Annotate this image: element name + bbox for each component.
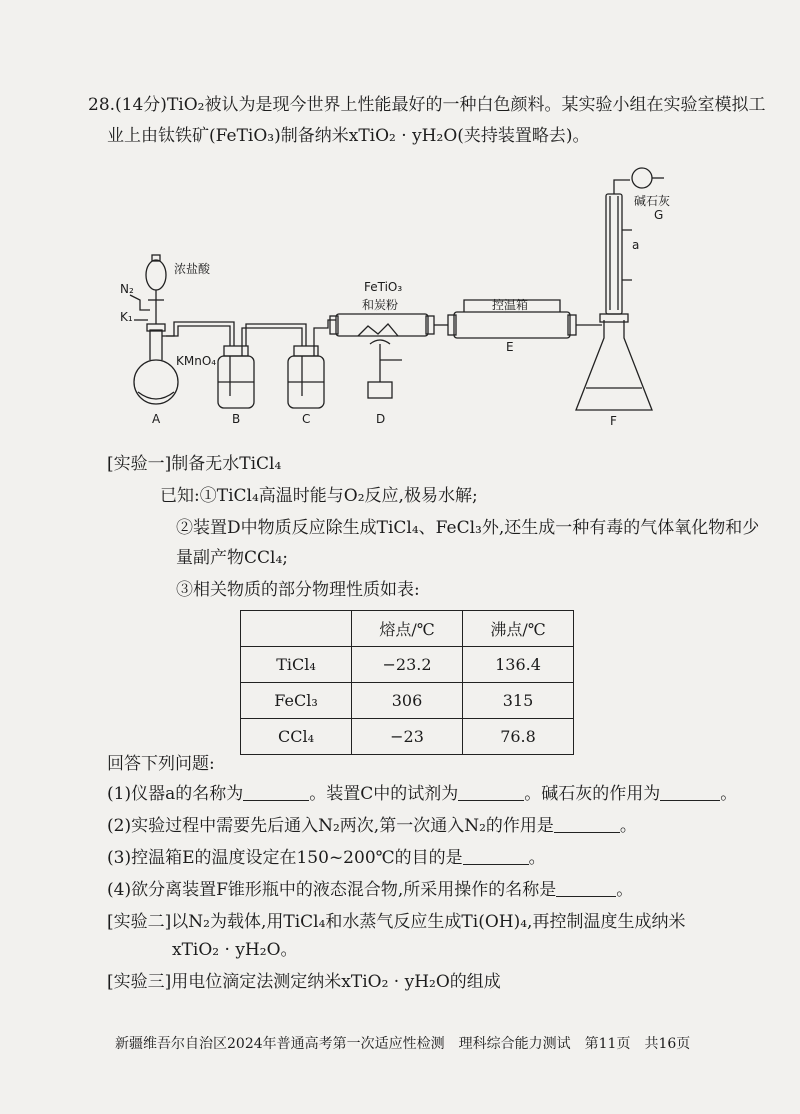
question-intro-line2 bbox=[107, 124, 590, 148]
chem-ticl4-exp2: TiCl₄ bbox=[283, 912, 326, 932]
label-a: a bbox=[632, 238, 640, 252]
exp2-b: 为载体,用 bbox=[209, 912, 284, 932]
bottle-b-cap bbox=[224, 346, 248, 356]
chem-ccl4: CCl₄ bbox=[244, 548, 283, 568]
flask-f bbox=[576, 320, 652, 410]
answer-blank-q1-1[interactable] bbox=[243, 782, 309, 801]
temp-control-tube-e bbox=[454, 312, 570, 338]
table-row bbox=[241, 683, 574, 719]
q3-end: 。 bbox=[528, 848, 546, 868]
table-header-cell: 沸点/℃ bbox=[463, 611, 574, 647]
answer-blank-q1-2[interactable] bbox=[458, 782, 524, 801]
apparatus-diagram bbox=[118, 160, 678, 430]
tube-d-stopper-left bbox=[330, 316, 338, 334]
flask-a bbox=[134, 360, 178, 404]
label-k1: K₁ bbox=[120, 310, 133, 324]
exp3-line bbox=[107, 970, 501, 994]
question-1 bbox=[107, 782, 737, 806]
intro-text-1: 被认为是现今世界上性能最好的一种白色颜料。某实验小组在实验室模拟工 bbox=[204, 95, 766, 115]
drying-tube-g bbox=[632, 168, 652, 188]
q3-text: (3)控温箱E的温度设定在150~200℃的目的是 bbox=[107, 848, 463, 868]
q2-b: 两次,第一次通入 bbox=[339, 816, 465, 836]
chem-tioh4: Ti(OH)₄ bbox=[461, 912, 528, 932]
properties-table bbox=[240, 610, 574, 755]
answer-blank-q2[interactable] bbox=[554, 814, 620, 833]
label-D: D bbox=[376, 412, 386, 426]
exp3-b: 的组成 bbox=[449, 972, 501, 992]
table-row bbox=[241, 719, 574, 755]
table-cell: −23.2 bbox=[352, 647, 463, 683]
tube-d-powder bbox=[358, 324, 398, 336]
table-row bbox=[241, 647, 574, 683]
table-header-cell: 熔点/℃ bbox=[352, 611, 463, 647]
known1-b: 高温时能与 bbox=[258, 486, 344, 506]
question-intro-line1 bbox=[88, 93, 765, 117]
chem-product-exp2: xTiO₂ · yH₂O bbox=[172, 940, 281, 960]
q1-c: 。碱石灰的作用为 bbox=[524, 784, 661, 804]
chem-fetio3: FeTiO₃ bbox=[215, 126, 275, 146]
answer-blank-q3[interactable] bbox=[463, 846, 529, 865]
answer-blank-q1-3[interactable] bbox=[660, 782, 720, 801]
drying-tube-connector bbox=[614, 180, 630, 194]
label-E: E bbox=[506, 340, 514, 354]
q1-a: (1)仪器a的名称为 bbox=[107, 784, 244, 804]
label-F: F bbox=[610, 414, 617, 428]
apparatus-svg bbox=[118, 160, 678, 430]
table-cell: 306 bbox=[352, 683, 463, 719]
condenser-ports bbox=[622, 230, 632, 280]
known2-b: 外,还生成一种有毒的气体氧化物和少 bbox=[481, 518, 760, 538]
q2-end: 。 bbox=[619, 816, 637, 836]
q2-a: (2)实验过程中需要先后通入 bbox=[107, 816, 319, 836]
exp2-a: [实验二]以 bbox=[107, 912, 189, 932]
known-2 bbox=[176, 516, 759, 540]
table-cell: 136.4 bbox=[463, 647, 574, 683]
table-cell: TiCl₄ bbox=[241, 647, 352, 683]
label-G: G bbox=[654, 208, 664, 222]
chem-ticl4-k1: TiCl₄ bbox=[216, 486, 259, 506]
table-cell: 315 bbox=[463, 683, 574, 719]
chem-tio2: TiO₂ bbox=[166, 95, 205, 115]
intro-text-2a: 业上由钛铁矿( bbox=[107, 126, 216, 146]
label-conc-hcl: 浓盐酸 bbox=[174, 262, 211, 276]
q1-end: 。 bbox=[720, 784, 738, 804]
exp2-line1 bbox=[107, 910, 685, 934]
exp2-d: ,再控制温度生成纳米 bbox=[527, 912, 686, 932]
label-kmno4: KMnO₄ bbox=[176, 354, 217, 368]
q2-c: 的作用是 bbox=[485, 816, 554, 836]
table-header-cell bbox=[241, 611, 352, 647]
table-cell: CCl₄ bbox=[241, 719, 352, 755]
question-score: (14分) bbox=[115, 95, 167, 115]
table-header-row bbox=[241, 611, 574, 647]
known2-end: ; bbox=[282, 548, 289, 568]
label-C: C bbox=[302, 412, 311, 426]
q4-text: (4)欲分离装置F锥形瓶中的液态混合物,所采用操作的名称是 bbox=[107, 880, 557, 900]
known-2-cont bbox=[176, 546, 288, 570]
chem-product: xTiO₂ · yH₂O bbox=[348, 126, 458, 146]
intro-text-2c: (夹持装置略去)。 bbox=[457, 126, 590, 146]
flask-a-liquid bbox=[138, 392, 174, 399]
known1-a: 已知:① bbox=[160, 486, 217, 506]
page-footer: 新疆维吾尔自治区2024年普通高考第一次适应性检测 理科综合能力测试 第11页 共16页 bbox=[115, 1036, 691, 1052]
question-4 bbox=[107, 878, 633, 902]
question-2 bbox=[107, 814, 637, 838]
tube-b-c bbox=[242, 328, 302, 356]
tube-b-c-outer bbox=[246, 324, 306, 346]
questions-prompt: 回答下列问题: bbox=[107, 754, 215, 774]
chem-n2-q2b: N₂ bbox=[464, 816, 486, 836]
condenser-inner bbox=[610, 196, 618, 310]
exp2-line2 bbox=[172, 938, 298, 962]
question-3 bbox=[107, 846, 546, 870]
exp2-c: 和水蒸气反应生成 bbox=[325, 912, 462, 932]
known-1 bbox=[160, 484, 478, 508]
reaction-tube-d bbox=[336, 314, 428, 336]
table-cell: FeCl₃ bbox=[241, 683, 352, 719]
question-number: 28. bbox=[88, 95, 116, 115]
known2-a: ②装置D中物质反应除生成 bbox=[176, 518, 377, 538]
q4-end: 。 bbox=[616, 880, 634, 900]
label-A: A bbox=[152, 412, 161, 426]
label-n2: N₂ bbox=[120, 282, 134, 296]
known1-c: 反应,极易水解; bbox=[364, 486, 478, 506]
chem-n2-q2a: N₂ bbox=[318, 816, 340, 836]
known2-c: 量副产物 bbox=[176, 548, 244, 568]
answer-blank-q4[interactable] bbox=[556, 878, 616, 897]
burner-flame bbox=[370, 340, 390, 344]
label-fetio3: FeTiO₃ bbox=[364, 280, 403, 294]
chem-ticl4-fecl3: TiCl₄、FeCl₃ bbox=[376, 518, 482, 538]
chem-ticl4: TiCl₄ bbox=[239, 454, 282, 474]
chem-product-exp3: xTiO₂ · yH₂O bbox=[341, 972, 450, 992]
tube-d-stopper-right bbox=[426, 316, 434, 334]
label-soda-lime: 碱石灰 bbox=[634, 194, 671, 208]
label-control-box: 控温箱 bbox=[492, 298, 529, 312]
tube-c-d bbox=[314, 320, 336, 356]
exp2-end: 。 bbox=[280, 940, 298, 960]
tube-e-stopper-left bbox=[448, 315, 456, 335]
table-cell: 76.8 bbox=[463, 719, 574, 755]
n2-inlet bbox=[130, 295, 150, 310]
chem-o2: O₂ bbox=[343, 486, 365, 506]
exp1-title bbox=[107, 452, 281, 476]
intro-text-2b: )制备纳米 bbox=[274, 126, 349, 146]
label-B: B bbox=[232, 412, 241, 426]
label-carbon: 和炭粉 bbox=[362, 298, 399, 312]
condenser-a bbox=[606, 194, 622, 314]
exp1-title-text: [实验一]制备无水 bbox=[107, 454, 240, 474]
burner-base bbox=[368, 382, 392, 398]
known-3: ③相关物质的部分物理性质如表: bbox=[176, 580, 420, 600]
chem-n2-exp2: N₂ bbox=[188, 912, 210, 932]
exp3-a: [实验三]用电位滴定法测定纳米 bbox=[107, 972, 342, 992]
tube-e-stopper-right bbox=[568, 315, 576, 335]
flask-a-neck bbox=[150, 330, 162, 360]
table-cell: −23 bbox=[352, 719, 463, 755]
q1-b: 。装置C中的试剂为 bbox=[309, 784, 459, 804]
separatory-funnel bbox=[146, 260, 166, 290]
